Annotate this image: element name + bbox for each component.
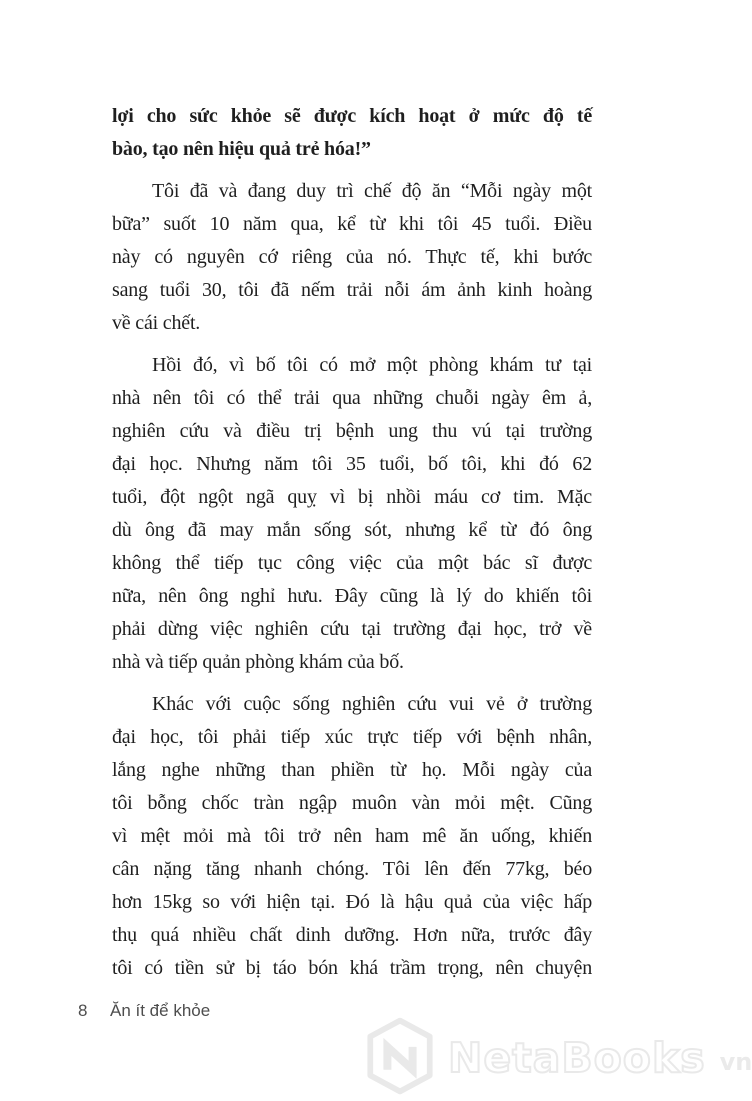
text-line: phải dừng việc nghiên cứu tại trường đại học, trở về — [112, 618, 592, 640]
text-line: vì mệt mỏi mà tôi trở nên ham mê ăn uống, khiến — [112, 825, 592, 847]
watermark-tld-text: vn — [719, 1048, 752, 1076]
text-line: nhà nên tôi có thể trải qua những chuỗi ngày êm ả, — [112, 387, 592, 409]
text-line: tôi bỗng chốc tràn ngập muôn vàn mỏi mệt. Cũng — [112, 792, 592, 814]
text-line: thụ quá nhiều chất dinh dưỡng. Hơn nữa, trước đây — [112, 924, 592, 946]
netabooks-hexagon-n-icon — [362, 1016, 438, 1101]
text-line: sang tuổi 30, tôi đã nếm trải nỗi ám ảnh kinh hoàng — [112, 279, 592, 301]
page-number: 8 — [78, 1001, 88, 1020]
text-line: Tôi đã và đang duy trì chế độ ăn “Mỗi ngày một — [152, 180, 592, 202]
watermark-brand-text: NetaBooks — [448, 1033, 706, 1082]
text-line: đại học. Nhưng năm tôi 35 tuổi, bố tôi, khi đó 62 — [112, 453, 592, 475]
page-text — [112, 100, 592, 985]
running-book-title: Ăn ít để khỏe — [110, 1001, 211, 1020]
text-line: về cái chết. — [112, 312, 201, 334]
netabooks-watermark — [362, 1018, 752, 1098]
text-line: nghiên cứu và điều trị bệnh ung thu vú tại trường — [112, 420, 592, 442]
text-line: lắng nghe những than phiền từ họ. Mỗi ngày của — [112, 759, 592, 781]
text-line: này có nguyên cớ riêng của nó. Thực tế, khi bước — [112, 246, 592, 268]
text-line: đại học, tôi phải tiếp xúc trực tiếp với bệnh nhân, — [112, 726, 592, 748]
text-line: tôi có tiền sử bị táo bón khá trầm trọng, nên chuyện — [112, 957, 592, 979]
quote-line: bào, tạo nên hiệu quả trẻ hóa!” — [112, 138, 371, 160]
text-line: cân nặng tăng nhanh chóng. Tôi lên đến 77kg, béo — [112, 858, 592, 880]
text-line: hơn 15kg so với hiện tại. Đó là hậu quả của việc hấp — [112, 891, 592, 913]
text-line: không thể tiếp tục công việc của một bác sĩ được — [112, 552, 592, 574]
quote-line: lợi cho sức khỏe sẽ được kích hoạt ở mức độ tế — [112, 105, 592, 127]
text-line: tuổi, đột ngột ngã quỵ vì bị nhồi máu cơ tim. Mặc — [112, 486, 592, 508]
text-line: Hồi đó, vì bố tôi có mở một phòng khám tư tại — [152, 354, 592, 376]
text-line: bữa” suốt 10 năm qua, kể từ khi tôi 45 tuổi. Điều — [112, 213, 592, 235]
text-line: nhà và tiếp quản phòng khám của bố. — [112, 651, 404, 673]
text-line: nữa, nên ông nghỉ hưu. Đây cũng là lý do khiến tôi — [112, 585, 592, 607]
text-line: dù ông đã may mắn sống sót, nhưng kể từ đó ông — [112, 519, 592, 541]
text-line: Khác với cuộc sống nghiên cứu vui vẻ ở trường — [152, 693, 592, 715]
